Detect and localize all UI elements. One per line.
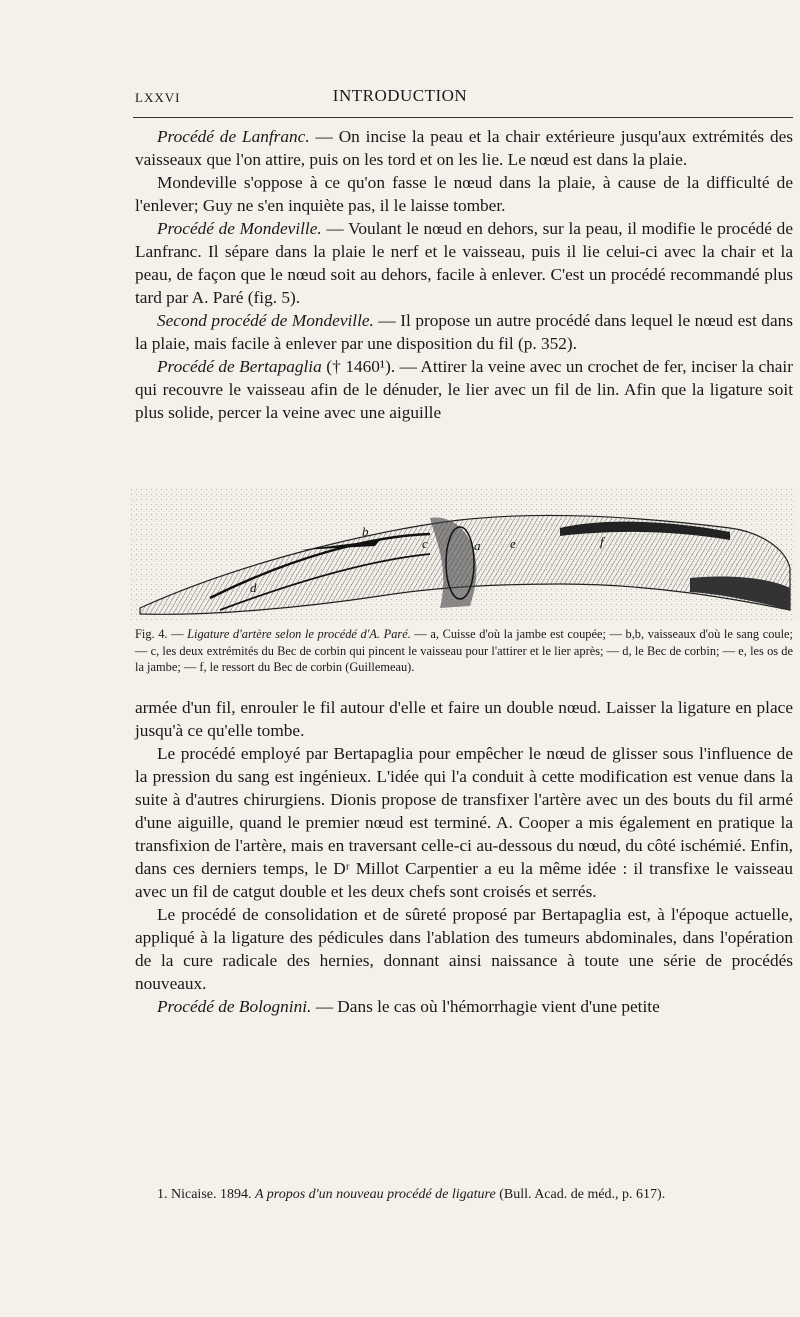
running-title: INTRODUCTION [332, 86, 468, 105]
paragraph: Le procédé de consolidation et de sûreté proposé par Bertapaglia est, à l'époque actuelle, appliqué à la ligature des pédicules dans l'ablation des tumeurs abdominales, dans l'opération de la cure radicale des hernies, donnant ainsi naissance à toute une série de procédés nouveaux. [135, 905, 793, 993]
paragraph: Second procédé de Mondeville. — Il propose un autre procédé dans lequel le nœud est dans la plaie, mais facile à enlever par une disposition du fil (p. 352). [135, 311, 793, 353]
figure-label-f: f [600, 534, 604, 549]
paragraph: Mondeville s'oppose à ce qu'on fasse le nœud dans la plaie, à cause de la difficulté de l'enlever; Guy ne s'en inquiète pas, il le laisse tomber. [135, 173, 793, 215]
paragraph: Procédé de Mondeville. — Voulant le nœud en dehors, sur la peau, il modifie le procédé de Lanfranc. Il sépare dans la plaie le nerf et le vaisseau, puis il lie celui-ci avec la chair et la peau, de façon que le nœud soit au dehors, facile à enlever. C'est un procédé recommandé plus tard par A. Paré (fig. 5). [135, 219, 793, 307]
paragraph: Procédé de Bertapaglia († 1460¹). — Attirer la veine avec un crochet de fer, inciser la chair qui recouvre le vaisseau afin de le dénuder, le lier avec un fil de lin. Afin que la ligature soit plus solide, percer la veine avec une aiguille [135, 357, 793, 422]
figure-label-d: d [250, 580, 257, 595]
figure-label-b: b [362, 524, 369, 539]
paragraph: Procédé de Lanfranc. — On incise la peau et la chair extérieure jusqu'aux extrémités des vaisseaux que l'on attire, puis on les tord et on les lie. Le nœud est dans la plaie. [135, 127, 793, 169]
leg-ligature-illustration [130, 488, 795, 620]
paragraph: Le procédé employé par Bertapaglia pour empêcher le nœud de glisser sous l'influence de la pression du sang est ingénieux. L'idée qui l'a conduit à cette modification est venue dans la suite à d'autres chirurgiens. Dionis propose de transfixer l'artère avec un des bouts du fil armé d'une aiguille, quand le premier nœud est terminé. A. Cooper a mis également en pratique la transfixion de l'artère, mais en traversant celle-ci au-dessous du nœud, du côté ischémié. Enfin, dans ces derniers temps, le Dʳ Millot Carpentier a eu la même idée : il transfixe le vaisseau avec un fil de catgut double et les deux chefs sont croisés et serrés. [135, 744, 793, 901]
paragraph: armée d'un fil, enrouler le fil autour d'elle et faire un double nœud. Laisser la ligature en place jusqu'à ce qu'elle tombe. [135, 698, 793, 740]
header-rule [133, 117, 793, 118]
body-text-top [135, 125, 793, 424]
body-text-bottom [135, 696, 793, 1018]
figure-label-c: c [422, 536, 428, 551]
figure-label-e: e [510, 536, 516, 551]
figure-caption: Fig. 4. — Ligature d'artère selon le procédé d'A. Paré. — a, Cuisse d'où la jambe est coupée; — b,b, vaisseaux d'où le sang coule; — c, les deux extrémités du Bec de corbin qui pincent le vaisseau pour l'attirer et le lier après; — d, le Bec de corbin; — e, les os de la jambe; — f, le ressort du Bec de corbin (Guillemeau). [135, 627, 793, 674]
page-number: LXXVI [135, 90, 181, 105]
figure-label-a: a [474, 538, 481, 553]
paragraph: Procédé de Bolognini. — Dans le cas où l'hémorrhagie vient d'une petite [157, 997, 660, 1016]
footnote: 1. Nicaise. 1894. A propos d'un nouveau procédé de ligature (Bull. Acad. de méd., p. 617). [157, 1187, 666, 1202]
engraving-figure [130, 488, 795, 620]
